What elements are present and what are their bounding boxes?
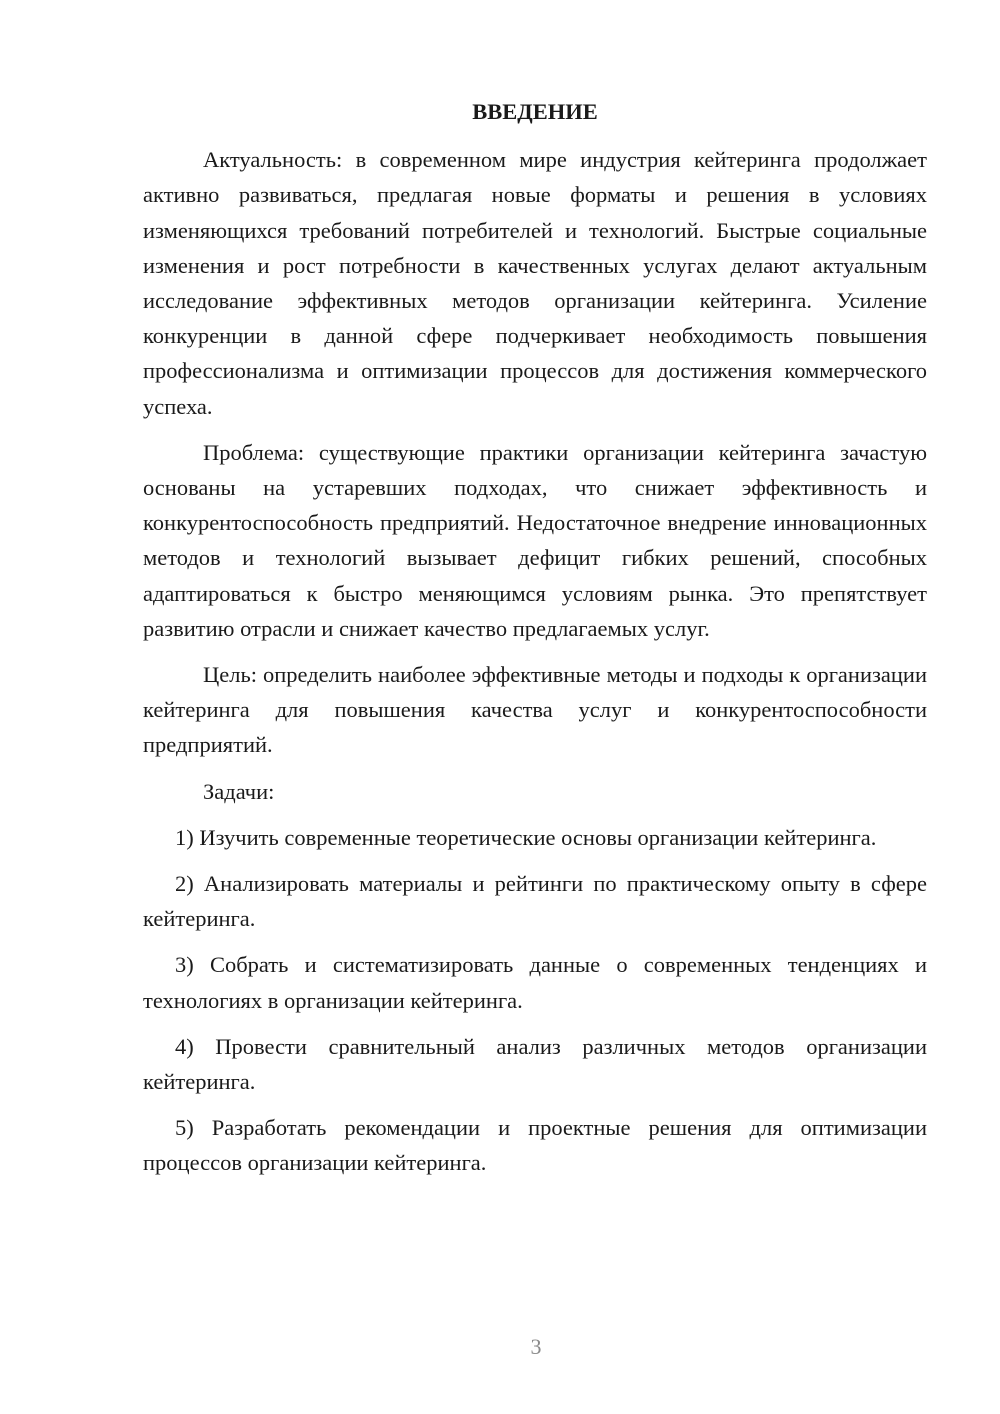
section-title: ВВЕДЕНИЕ xyxy=(472,99,598,124)
paragraph-relevance: Актуальность: в современном мире индустрия кейтеринга продолжает активно развиваться, предлагая новые форматы и решения в условиях изменяющихся требований потребителей и технологий. Быстрые социальные изменения и рост потребности в качественных услугах делают актуальным исследование эффективных методов организации кейтеринга. Усиление конкуренции в данной сфере подчеркивает необходимость повышения профессионализма и оптимизации процессов для достижения коммерческого успеха. xyxy=(143,147,927,419)
list-item: 2) Анализировать материалы и рейтинги по практическому опыту в сфере кейтеринга. xyxy=(143,871,927,932)
list-item: 4) Провести сравнительный анализ различных методов организации кейтеринга. xyxy=(143,1033,927,1095)
list-item: 1) Изучить современные теоретические основы организации кейтеринга. xyxy=(175,824,877,850)
tasks-label: Задачи: xyxy=(203,778,275,804)
paragraph-goal: Цель: определить наиболее эффективные методы и подходы к организации кейтеринга для повышения качества услуг и конкурентоспособности предприятий. xyxy=(143,662,927,758)
tasks-list xyxy=(143,820,927,1181)
list-item: 5) Разработать рекомендации и проектные решения для оптимизации процессов организации кейтеринга. xyxy=(143,1115,927,1176)
paragraph-problem: Проблема: существующие практики организации кейтеринга зачастую основаны на устаревших подходах, что снижает эффективность и конкурентоспособность предприятий. Недостаточное внедрение инновационных методов и технологий вызывает дефицит гибких решений, способных адаптироваться к быстро меняющимся условиям рынка. Это препятствует развитию отрасли и снижает качество предлагаемых услуг. xyxy=(143,439,927,641)
page-number: 3 xyxy=(530,1334,542,1359)
list-item: 3) Собрать и систематизировать данные о современных тенденциях и технологиях в организации кейтеринга. xyxy=(143,952,927,1013)
page-content xyxy=(143,94,927,1192)
